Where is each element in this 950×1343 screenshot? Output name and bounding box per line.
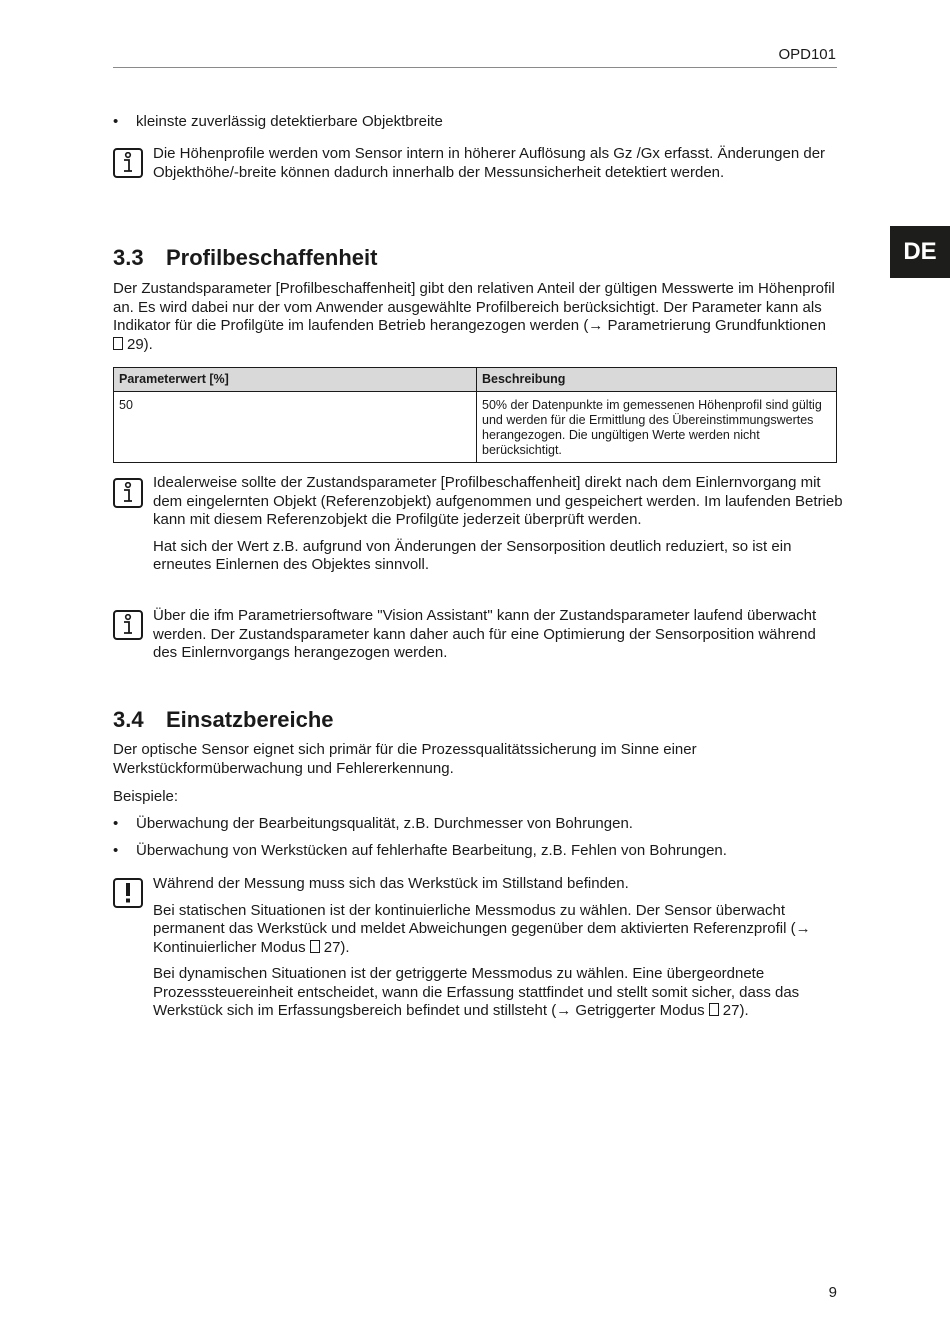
examples-label: Beispiele:	[113, 788, 179, 805]
note-text: Die Höhenprofile werden vom Sensor intern in höherer Auflösung als Gz /Gx erfasst. Änderungen der Objekthöhe/-breite können dadurch innerhalb der Messunsicherheit detektiert werden.	[153, 145, 826, 181]
cross-reference-page: 27).	[722, 1002, 749, 1019]
section-heading	[113, 707, 334, 733]
note-text: Hat sich der Wert z.B. aufgrund von Änderungen der Sensorposition deutlich reduziert, so ist ein erneutes Einlernen des Objektes sinnvoll.	[153, 537, 792, 573]
cross-reference-page: 27).	[323, 938, 350, 956]
section-heading	[113, 245, 377, 271]
page-ref-icon	[310, 940, 320, 953]
paragraph-text: Der Zustandsparameter [Profilbeschaffenheit] gibt den relativen Anteil der gültigen Messwerte im Höhenprofil an. Es wird dabei nur der vom Anwender ausgewählte Profilbereich berücksichtigt. Der Parameter kann als Indikator für die Profilgüte im laufenden Betrieb herangezogen werden	[113, 280, 835, 334]
section-title: Profilbeschaffenheit	[166, 245, 378, 270]
info-note	[153, 607, 843, 671]
note-text-body: Bei dynamischen Situationen ist der getriggerte Messmodus zu wählen. Eine übergeordnete Prozesssteuereinheit entscheidet, wann die Erfassung stattfindet und stellt somit sicher, dass das Werkstück sich im Erfassungsbereich befindet und stillsteht	[153, 965, 800, 1019]
info-icon	[113, 148, 143, 178]
document-code: OPD101	[778, 46, 836, 63]
list-item	[113, 815, 843, 834]
list-item	[113, 842, 843, 861]
info-icon	[113, 478, 143, 508]
cross-reference-text: (→ Getriggerter Modus	[551, 1002, 709, 1019]
note-text-body: Bei statischen Situationen ist der kontinuierliche Messmodus zu wählen. Der Sensor überwacht permanent das Werkstück und meldet Abweichungen gegenüber dem aktivierten Referenzprofil	[153, 901, 787, 937]
page-number: 9	[828, 1284, 837, 1301]
parameter-table	[113, 367, 837, 463]
header-divider	[113, 67, 837, 68]
note-text: Idealerweise sollte der Zustandsparameter [Profilbeschaffenheit] direkt nach dem Einlernvorgang mit dem eingelernten Objekt (Referenzobjekt) aufgenommen und gespeichert werden. Im laufenden Betrieb kann mit diesem Referenzobjekt die Profilgüte jederzeit überprüft werden.	[153, 474, 843, 528]
table-cell: 50% der Datenpunkte im gemessenen Höhenprofil sind gültig und werden für die Ermittlung des Übereinstimmungswertes herangezogen. Die ungültigen Werte werden nicht berücksichtigt.	[477, 392, 837, 463]
list-item-text: kleinste zuverlässig detektierbare Objektbreite	[136, 113, 443, 130]
language-tab	[890, 226, 950, 278]
note-text	[153, 965, 843, 1021]
bullet-dot: •	[113, 842, 119, 859]
warning-icon	[113, 878, 143, 908]
note-text: Während der Messung muss sich das Werkstück im Stillstand befinden.	[153, 875, 629, 892]
section-number: 3.3	[113, 245, 144, 270]
section-paragraph	[113, 280, 843, 354]
column-header: Parameterwert [%]	[114, 368, 477, 392]
page-ref-icon	[113, 337, 123, 350]
bullet-dot: •	[113, 815, 119, 832]
cross-reference[interactable]	[551, 1002, 748, 1019]
list-item-text: Überwachung von Werkstücken auf fehlerhafte Bearbeitung, z.B. Fehlen von Bohrungen.	[136, 842, 727, 859]
table-cell: 50	[114, 392, 477, 463]
list-item-text: Überwachung der Bearbeitungsqualität, z.B. Durchmesser von Bohrungen.	[136, 815, 633, 832]
column-header: Beschreibung	[477, 368, 837, 392]
section-title: Einsatzbereiche	[166, 707, 334, 732]
warning-note	[153, 875, 843, 1029]
note-text: Über die ifm Parametriersoftware "Vision Assistant" kann der Zustandsparameter laufend überwacht werden. Der Zustandsparameter kann daher auch für eine Optimierung der Sensorposition während des Einlernvorgangs herangezogen werden.	[153, 607, 817, 661]
section-paragraph: Der optische Sensor eignet sich primär für die Prozessqualitätssicherung im Sinne einer Werkstückformüberwachung und Fehlererkennung.	[113, 741, 697, 777]
info-icon	[113, 610, 143, 640]
cross-reference-text: (→ Kontinuierlicher Modus	[153, 920, 811, 956]
section-number: 3.4	[113, 707, 144, 732]
language-tab-label: DE	[903, 237, 937, 265]
table-header-row	[114, 368, 837, 392]
cross-reference-page: 29).	[127, 335, 153, 353]
info-note	[153, 145, 843, 190]
page-ref-icon	[709, 1003, 719, 1016]
info-note	[153, 474, 843, 583]
table-row	[114, 392, 837, 463]
bullet-dot: •	[113, 113, 119, 130]
list-item	[113, 113, 843, 132]
cross-reference-text: (→ Parametrierung Grundfunktionen	[583, 317, 826, 334]
note-text	[153, 902, 843, 958]
